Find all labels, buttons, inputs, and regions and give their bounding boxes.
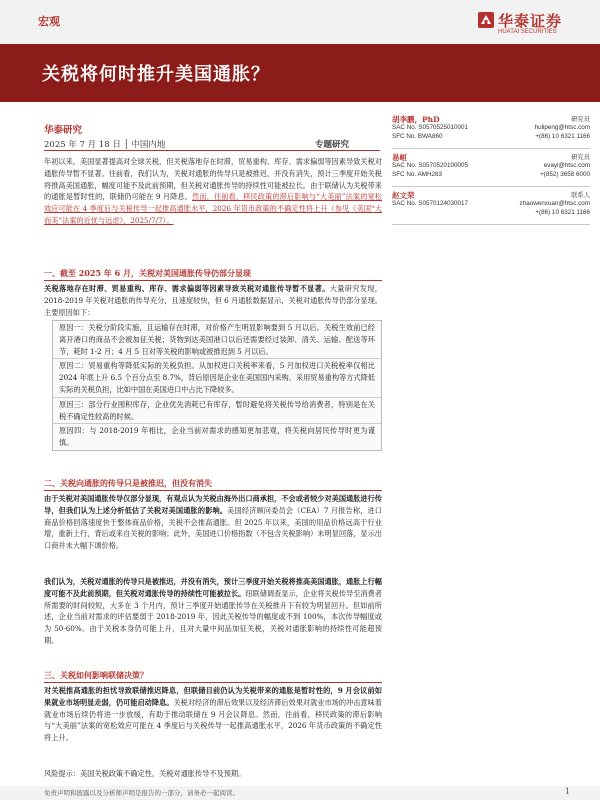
section2-para1: [44, 493, 382, 552]
analyst-email[interactable]: hulipeng@htsc.com: [534, 123, 590, 131]
summary-lead: 年初以来，美国显著提高对全球关税，但关税落地存在时滞，贸易重构、库存、需求偏弱等因素导致关税对通胀传导暂不显著。往前看，我们认为，关税对通胀的传导只是被推迟，并没有消失，预计三季度开始关税将推高美国通胀，幅度可能不及此前预期，但关税对通胀传导的持续性可能被拉长。由于联储认为关税带来的通胀是暂时性的，联储仍可能在 9 月降息。: [44, 157, 382, 202]
reason-3: 原因三：部分行业囤积库存，企业优先消耗已有库存，暂时避免将关税传导给消费者，特别是在关税不确定性较高的时候。: [53, 398, 381, 425]
disclaimer-note: 免责声明和披露以及分析师声明是报告的一部分，请务必一起阅读。: [44, 789, 239, 797]
reason-2: 原因二：贸易重构等降低实际的关税负担。从加权进口关税率来看，5 月加权进口关税税率仅相比 2024 年底上升 6.5 个百分点至 8.7%，背后原因是企业在美国国内采购、采用贸易重构等方式降低实际的关税负担，比如中国在美国进口中占比下降较多。: [53, 359, 381, 397]
report-dateline: 2025 年 7 月 18 日 │ 中国内地: [44, 140, 166, 150]
analyst-divider: [392, 186, 590, 187]
section-tag: 宏观: [38, 15, 60, 28]
section2-p2-bold: 我们认为，关税对通胀的传导只是被推迟，并没有消失，预计三季度开始关税将推高美国通胀，通胀上行幅度可能不及此前预期，但关税对通胀传导的持续性可能被拉长。: [44, 577, 382, 598]
analyst-email[interactable]: evayi@htsc.com: [543, 161, 590, 169]
analyst-card: [392, 152, 590, 181]
section2-p2-text: 纽联储调查显示，企业将关税传导至消费者所需要的时间较短，大多在 3 个月内，预计三季度开始通胀传导在关税推升下有较为明显回升。但如前所述，企业当前对需求的评估要弱于 2018-2019 年，因此关税传导的幅度或不到 100%，本次传导幅度或为 50-60%。由于关税本身仍可能上升，且对大量中间品加征关税，关税对通胀影响的持续性可能超预期。: [44, 588, 382, 645]
analyst-divider: [392, 224, 590, 225]
risk-warning: 风险提示：美国关税政策不确定性，关税对通胀传导不及预期。: [44, 769, 246, 778]
section1-bold: 关税落地存在时滞、贸易重构、库存、需求偏弱等因素导致关税对通胀传导暂不显著。: [44, 284, 330, 293]
section2-heading: 二、关税向通胀的传导只是被推迟，但没有消失: [44, 478, 212, 488]
logo-subtext: HUATAI SECURITIES: [498, 29, 557, 35]
reason-4: 原因四：与 2018-2019 年相比，企业当前对需求的感知更加悲观，将关税向居民传导时更为谨慎。: [59, 426, 375, 448]
huatai-logo-icon: [478, 12, 494, 28]
analyst-card: [392, 190, 590, 219]
section3-para: [44, 685, 382, 744]
analyst-phone: +(86) 10 6321 1166: [535, 133, 590, 140]
page-number: 1: [565, 787, 571, 796]
firm-name: 华泰研究: [44, 125, 83, 136]
section2-text: 美国经济顾问委员会（CEA）7 月报告称，进口商品价格回落速度快于整体商品价格，关税不会推高通胀。但 2025 年以来，美国的用品价格远高于行业增，重新上行，背后或来自关税的影响；此外，美国进口价格指数（不包含关税影响）未明显回落，显示出口商并未大幅下调价格。: [44, 505, 382, 551]
analyst-name: 赵文荣: [392, 191, 415, 200]
report-type: 专题研究: [315, 140, 350, 150]
analyst-role: 研究员: [571, 116, 590, 123]
section1-intro: [44, 283, 382, 318]
analyst-sac: SAC No. S0570124030017: [392, 199, 468, 207]
section1-heading: 一、截至 2025 年 6 月，关税对美国通胀传导仍部分显现: [44, 268, 251, 278]
reason-1: 原因一：关税分阶段实施，且运输存在时滞，对价格产生明显影响要到 5 月以后。关税生效前已经离开港口的商品不会被加征关税；货物到达美国港口以后还需要经过装卸、清关、运输、配送等环节，耗时 1-2 月；4 月 5 日对等关税的影响或被推迟到 5 月以后。: [53, 321, 381, 359]
section2-para2: [44, 576, 382, 647]
report-title: 关税将何时推升美国通胀？: [42, 64, 270, 85]
section1-rule: [44, 280, 382, 281]
section2-rule: [44, 490, 382, 491]
analyst-role: 联系人: [571, 192, 590, 199]
analyst-phone: +(86) 10 6321 1166: [535, 209, 590, 216]
analyst-name: 易峘: [392, 153, 407, 162]
analyst-sac: SAC No. S0570520100005: [392, 161, 468, 169]
analyst-sfc: SFC No. AMH263: [392, 171, 443, 178]
section1-text: 大量研究发现，2018-2019 年关税对通胀的传导充分，且速度较快，但 6 月通胀数据显示，关税对通胀传导仍部分显现。主要原因如下：: [44, 284, 382, 317]
analyst-role: 研究员: [571, 154, 590, 161]
section3-rule: [44, 682, 382, 683]
analyst-phone: +(852) 3658 6000: [540, 171, 590, 178]
analyst-sfc: SFC No. BWA860: [392, 133, 443, 140]
section3-bold: 对关税推高通胀的担忧导致联储推迟降息，但联储目前仍认为关税带来的通胀是暂时性的，9 月会议前如果就业市场明显走弱，仍可能启动降息。: [44, 686, 382, 707]
summary-highlight: 然而，往前看，移民政策的滞后影响与“大美丽”法案的宽松效应可能在 4 季度后与关税传导一起推高通胀水平，2026 年货币政策的不确定性将上升（参见《美国“大而美”法案的近忧与远虑》，2025/7/7）。: [44, 192, 382, 225]
footer-band: [0, 786, 600, 800]
header-rule: [44, 150, 380, 151]
section3-heading: 三、关税如何影响联储决策？: [44, 670, 148, 680]
summary-paragraph: [44, 156, 382, 227]
analyst-divider: [392, 148, 590, 149]
analyst-name: 胡李鹏，PhD: [392, 115, 440, 124]
section3-text: 关税对经济的滞后效果以及经济滞后效果对就业市场的冲击意味着就业市场后续仍将进一步放缓，有助于推动联储在 9 月会议降息。然而，往前看，移民政策的滞后影响与“大美丽”法案的宽松效应可能在 4 季度后与关税传导一起推高通胀水平，2026 年货币政策的不确定性将上升。: [44, 697, 382, 743]
analyst-email[interactable]: zhaowenxuan@htsc.com: [519, 199, 590, 207]
analyst-sac: SAC No. S0570525010001: [392, 123, 468, 131]
section2-bold: 由于关税对美国通胀传导仅部分显现，有观点认为关税由海外出口商承担，不会或者较少对美国通胀进行传导，但我们认为上述分析低估了关税对美国通胀的影响。: [44, 494, 382, 515]
firm-label: [44, 118, 384, 137]
logo-text: 华泰证券: [498, 12, 563, 30]
company-logo: [478, 12, 590, 38]
reasons-box: [52, 320, 382, 451]
analyst-card: [392, 114, 590, 143]
